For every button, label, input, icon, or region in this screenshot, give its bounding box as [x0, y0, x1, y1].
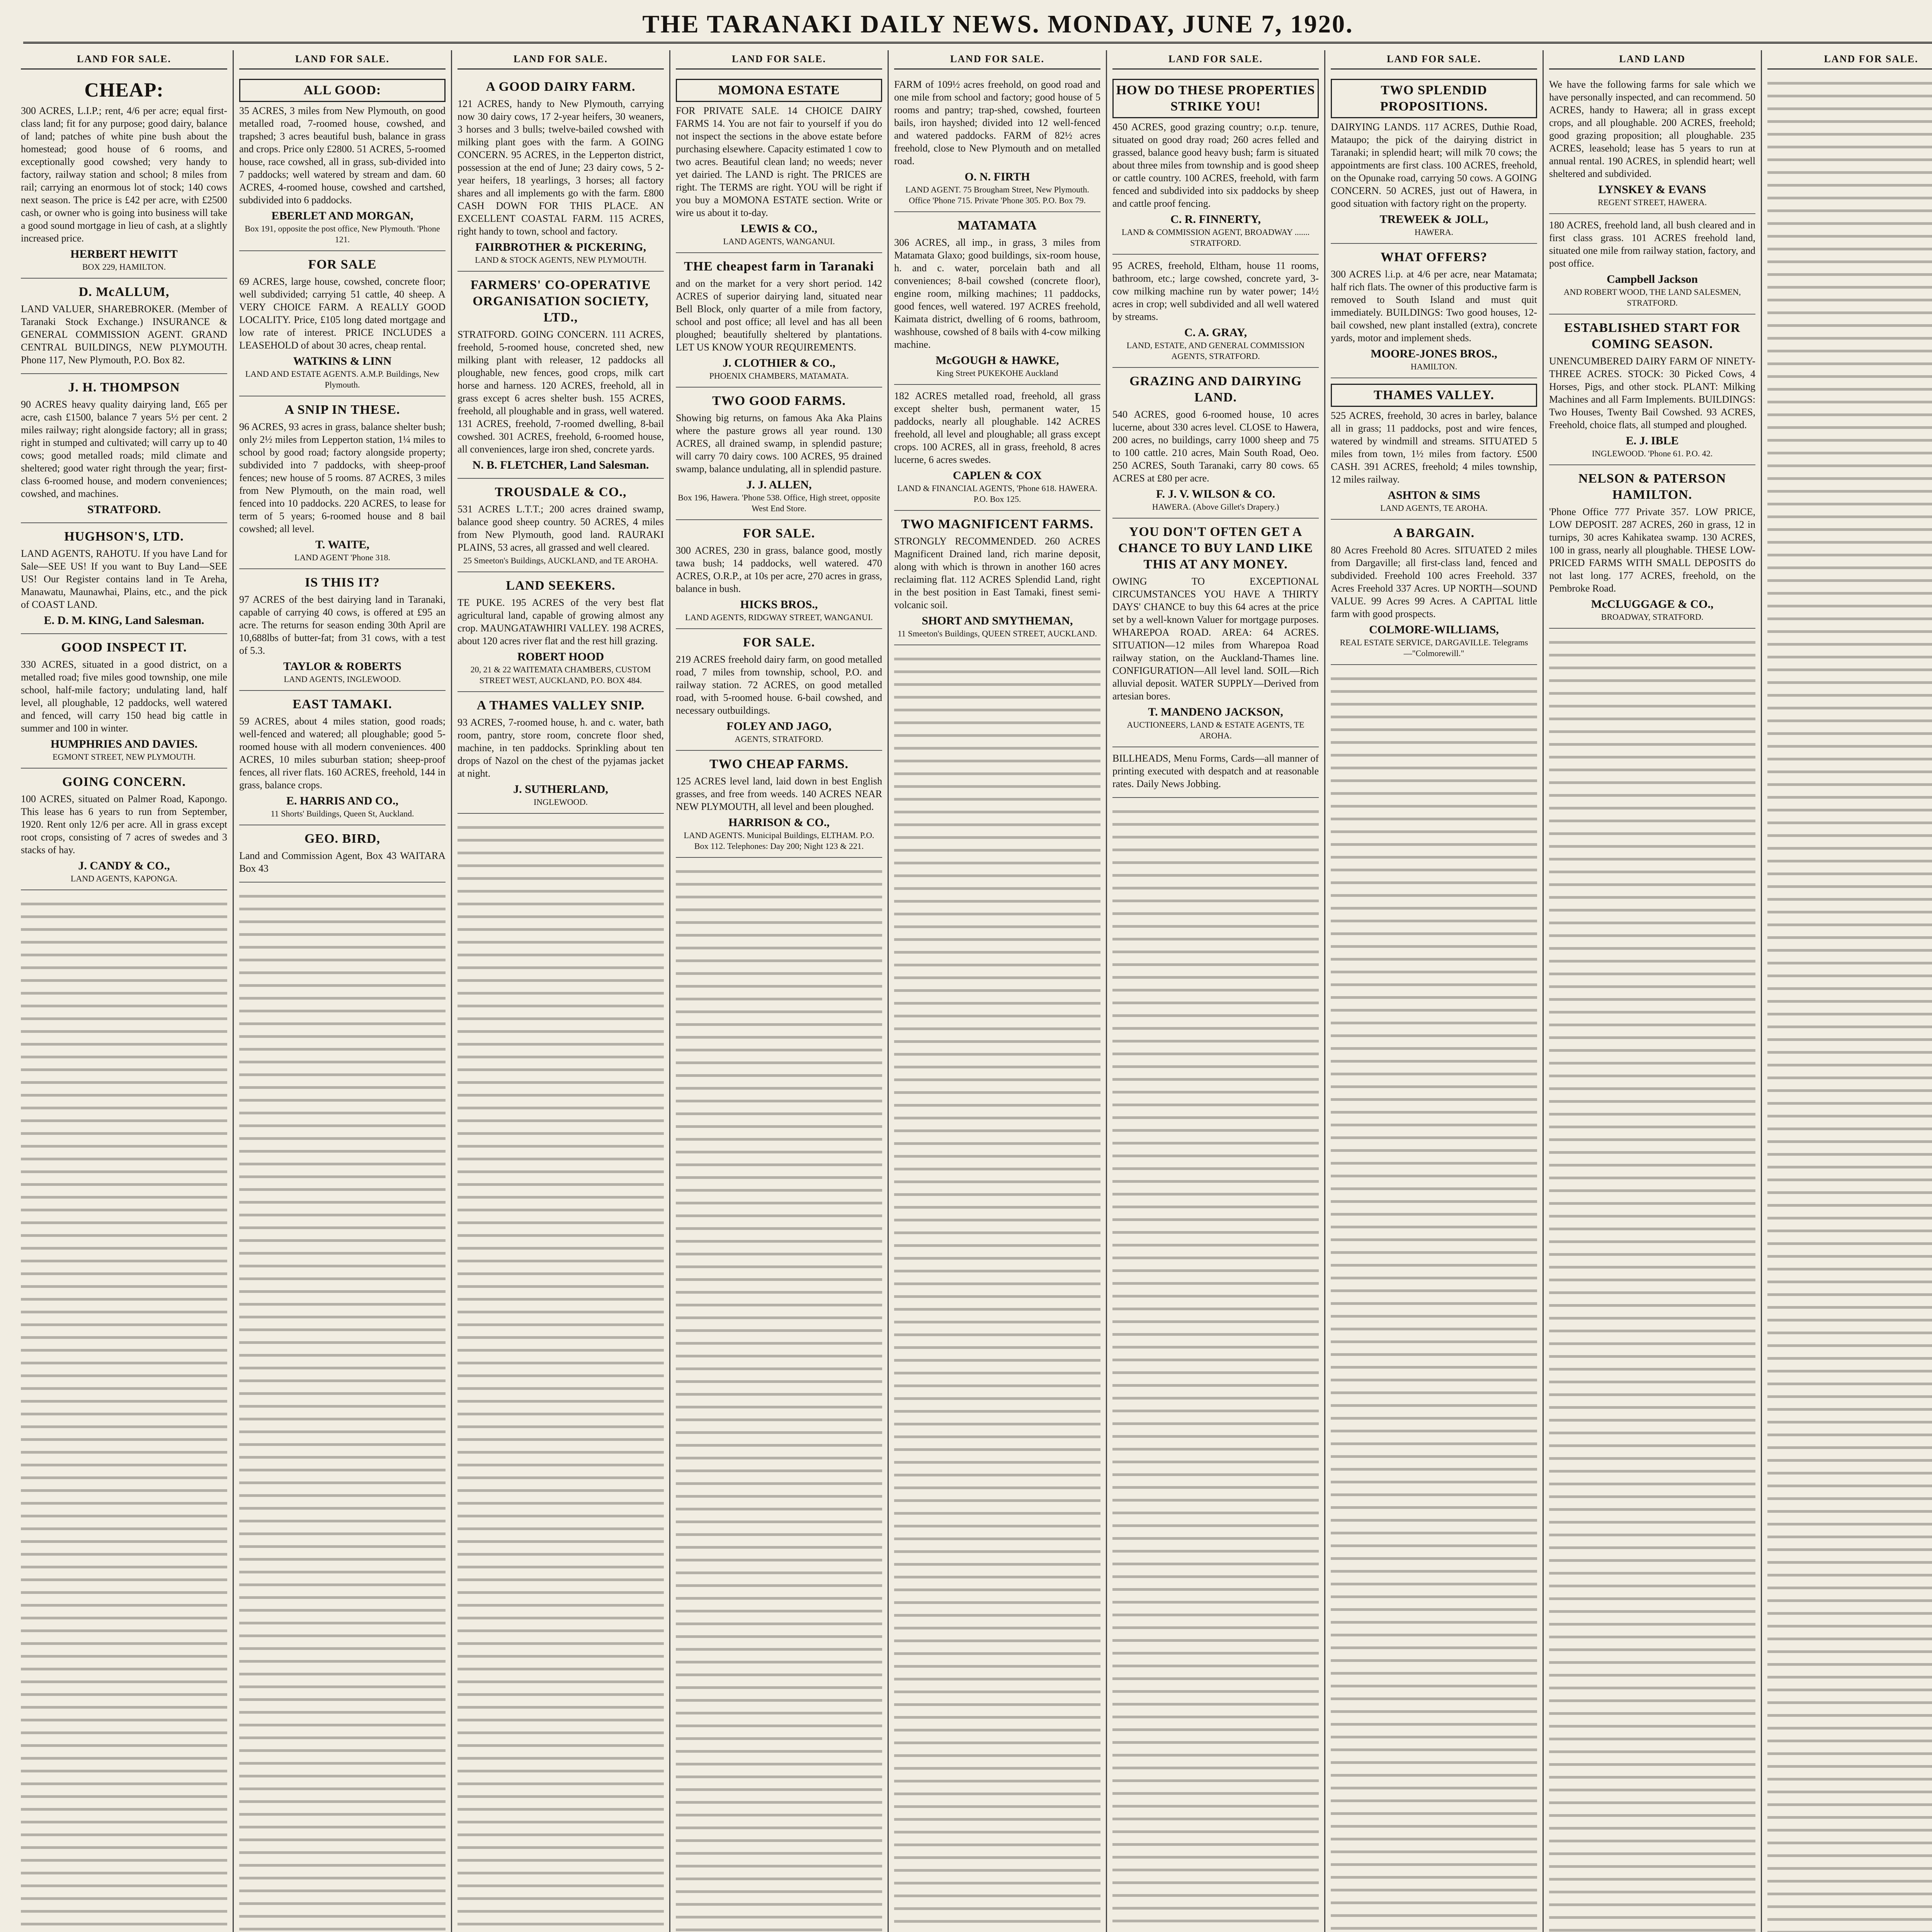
ad-body: 330 ACRES, situated in a good district, on a metalled road; five miles good township, one mile school, half-mile factory; undulating land, half level, all ploughable, 12 paddocks, well watered and fenced, will carry 150 head big cattle in summer and 100 in winter.	[21, 659, 227, 734]
ad-body: Land and Commission Agent, Box 43 WAITARA Box 43	[239, 850, 446, 874]
ad-heading: GOOD INSPECT IT.	[61, 640, 187, 655]
ad-body: 59 ACRES, about 4 miles station, good roads; well-fenced and watered; all ploughable; good 5-roomed house with all modern conveniences. 400 ACRES, 10 miles suburban station; sheep-proof fences, all river flats. 160 ACRES, freehold, 144 in grass, balance crops.	[239, 716, 446, 791]
column-header: LAND FOR SALE.	[1767, 50, 1932, 70]
ad-agent-address: 11 Shorts' Buildings, Queen St, Auckland.	[270, 809, 414, 818]
ad-agent-address: LAND, ESTATE, AND GENERAL COMMISSION AGENTS, STRATFORD.	[1126, 340, 1305, 361]
ad-agent-address: AUCTIONEERS, LAND & ESTATE AGENTS, TE AROHA.	[1127, 720, 1304, 740]
ad-body: STRATFORD. GOING CONCERN. 111 ACRES, freehold, 5-roomed house, concreted shed, new milking plant with releaser, 12 paddocks all ploughable, new fences, good crops, milk cart horse and harness. 120 ACRES, freehold, all in grass except 6 acres shelter bush. 155 ACRES, freehold, all ploughable and in grass, well watered. 131 ACRES, freehold, 7-roomed dwelling, 8-bail cowshed. 301 ACRES, freehold, 6-roomed house, all conveniences, large iron shed, concrete yards.	[457, 329, 664, 455]
column-4	[670, 50, 889, 1932]
column-6	[1107, 50, 1325, 1932]
ad-agent-name: E. HARRIS AND CO.,	[286, 794, 399, 807]
ad-heading: HOW DO THESE PROPERTIES STRIKE YOU!	[1112, 79, 1319, 118]
ad-heading: THE cheapest farm in Taranaki	[684, 259, 874, 274]
classified-ad	[457, 272, 664, 479]
ad-agent-name: J. CLOTHIER & CO.,	[723, 357, 835, 369]
ad-agent-name: FAIRBROTHER & PICKERING,	[475, 241, 646, 253]
ad-agent-name: E. D. M. KING, Land Salesman.	[44, 614, 204, 627]
dense-print-texture	[457, 818, 664, 1932]
ad-agent-name: FOLEY AND JAGO,	[726, 720, 832, 733]
ad-agent-name: SHORT AND SMYTHEMAN,	[922, 614, 1073, 627]
dense-print-texture	[1549, 633, 1755, 1932]
column-5	[889, 50, 1107, 1932]
ad-body: BILLHEADS, Menu Forms, Cards—all manner of printing executed with despatch and at reasonable rates. Daily News Jobbing.	[1112, 753, 1319, 789]
classified-ad	[21, 634, 227, 769]
ad-agent-name: LEWIS & CO.,	[740, 222, 818, 235]
dense-print-texture	[676, 862, 882, 1932]
ad-agent-name: Campbell Jackson	[1607, 273, 1698, 286]
ad-heading: A THAMES VALLEY SNIP.	[476, 698, 645, 713]
column-3	[452, 50, 670, 1932]
ad-agent-address: LAND AGENT 'Phone 318.	[294, 553, 390, 562]
ad-agent-address: LAND & COMMISSION AGENT, BROADWAY ....... STRATFORD.	[1121, 227, 1310, 248]
column-header: LAND FOR SALE.	[239, 50, 446, 70]
ad-agent-name: ROBERT HOOD	[517, 650, 604, 663]
classified-ad	[894, 73, 1100, 212]
classified-ad	[239, 251, 446, 396]
ad-heading: D. McALLUM,	[78, 285, 170, 299]
ad-agent-address: LAND AGENTS, TE AROHA.	[1380, 503, 1488, 513]
classified-ad	[1112, 368, 1319, 519]
ad-heading: A BARGAIN.	[1393, 526, 1475, 540]
ad-agent-name: J. CANDY & CO.,	[78, 859, 170, 872]
classified-ad	[457, 73, 664, 272]
ad-agent-address: BROADWAY, STRATFORD.	[1601, 612, 1704, 622]
ad-heading: ALL GOOD:	[239, 79, 446, 102]
ad-heading: CHEAP:	[84, 79, 164, 101]
ad-agent-address: 25 Smeeton's Buildings, AUCKLAND, and TE AROHA.	[463, 556, 658, 565]
ad-agent-name: COLMORE-WILLIAMS,	[1369, 623, 1499, 636]
ad-agent-name: STRATFORD.	[87, 503, 161, 516]
column-header: LAND FOR SALE.	[676, 50, 882, 70]
ad-heading: FOR SALE.	[743, 526, 815, 541]
ad-heading: J. H. THOMPSON	[68, 380, 180, 395]
ad-agent-name: HICKS BROS.,	[740, 598, 818, 611]
ad-body: and on the market for a very short period. 142 ACRES of superior dairying land, situated near Bell Block, only quarter of a mile from factory, school and post office; all level and has all been ploughed; beautifully sheltered by plantations. LET US KNOW YOUR REQUIREMENTS.	[676, 278, 882, 353]
classified-ad	[1112, 519, 1319, 747]
ad-body: 125 ACRES level land, laid down in best English grasses, and free from weeds. 140 ACRES NEAR NEW PLYMOUTH, all level and been ploughed.	[676, 776, 882, 812]
classified-ad	[1549, 73, 1755, 214]
column-9	[1762, 50, 1932, 1932]
ad-body: UNENCUMBERED DAIRY FARM OF NINETY-THREE ACRES. STOCK: 30 Picked Cows, 4 Horses, Pigs, and other stock. PLANT: Milking Machines and all Farm Implements. BUILDINGS: Two Houses, Twenty Bail Cowshed. 93 ACRES, Freehold, choice flats, all stumped and ploughed.	[1549, 355, 1755, 430]
ad-agent-address: HAWERA. (Above Gillet's Drapery.)	[1152, 502, 1279, 512]
ad-agent-address: LAND AGENTS, INGLEWOOD.	[284, 674, 401, 684]
column-header: LAND FOR SALE.	[1331, 50, 1537, 70]
ad-agent-name: N. B. FLETCHER, Land Salesman.	[472, 459, 649, 471]
ad-agent-address: LAND AGENTS, RIDGWAY STREET, WANGANUI.	[685, 612, 873, 622]
ad-body: LAND VALUER, SHAREBROKER. (Member of Taranaki Stock Exchange.) INSURANCE & GENERAL COMMISSION AGENT. GRAND CENTRAL BUILDINGS, NEW PLYMOUTH. Phone 117, New Plymouth, P.O. Box 82.	[21, 303, 227, 366]
classified-ad	[239, 825, 446, 883]
dense-print-texture	[239, 886, 446, 1932]
ad-body: 300 ACRES, L.I.P.; rent, 4/6 per acre; equal first-class land; fit for any purpose; good dairy, balance of land; patches of white pine bush about the homestead; good house of 6 rooms, and exceptionally good cowshed; very handy to factory, railway station and school; 8 miles from rail; carrying an enormous lot of stock; 140 cows next season. The price is £42 per acre, with £2500 cash, or owner who is going into business will take a good sound mortgage in lieu of cash, at a slightly increased price.	[21, 105, 227, 244]
ad-body: DAIRYING LANDS. 117 ACRES, Duthie Road, Mataupo; the pick of the dairying district in Taranaki; in splendid heart; will milk 70 cows; the appointments are first class. 100 ACRES, freehold, on the Opunake road, carrying 50 cows. A GOING CONCERN. 50 ACRES, just out of Hawera, in good situation with factory right on the property.	[1331, 121, 1537, 209]
ad-heading: GEO. BIRD,	[304, 832, 381, 846]
classified-ad	[239, 691, 446, 825]
ad-heading: TWO SPLENDID PROPOSITIONS.	[1331, 79, 1537, 118]
column-8	[1544, 50, 1762, 1932]
dense-print-texture	[1767, 73, 1932, 1932]
classified-ad	[21, 769, 227, 890]
ad-heading: WHAT OFFERS?	[1380, 250, 1488, 264]
ad-agent-address: Box 196, Hawera. 'Phone 538. Office, High street, opposite West End Store.	[678, 493, 880, 513]
ad-agent-name: HERBERT HEWITT	[70, 248, 178, 260]
ad-body: FARM of 109½ acres freehold, on good road and one mile from school and factory; good house of 5 rooms and pantry; trap-shed, cowshed, fourteen bails, iron hayshed; divided into 12 well-fenced and watered paddocks. FARM of 82½ acres freehold, close to New Plymouth and on metalled road.	[894, 79, 1100, 167]
ad-agent-address: REGENT STREET, HAWERA.	[1597, 197, 1707, 207]
newspaper-columns	[15, 50, 1932, 1932]
ad-agent-name: TAYLOR & ROBERTS	[283, 660, 401, 673]
ad-heading: YOU DON'T OFTEN GET A CHANCE TO BUY LAND LIKE THIS AT ANY MONEY.	[1118, 525, 1313, 571]
dense-print-texture	[21, 894, 227, 1932]
ad-agent-address: PHOENIX CHAMBERS, MATAMATA.	[709, 371, 849, 381]
ad-agent-name: HARRISON & CO.,	[728, 816, 830, 829]
ad-agent-name: T. MANDENO JACKSON,	[1148, 706, 1283, 718]
classified-ad	[239, 569, 446, 691]
ad-heading: HUGHSON'S, LTD.	[64, 529, 184, 544]
ad-agent-address: INGLEWOOD.	[534, 797, 588, 807]
classified-ad	[676, 629, 882, 751]
classified-ad	[676, 253, 882, 388]
ad-heading: TWO MAGNIFICENT FARMS.	[901, 517, 1094, 531]
ad-agent-name: EBERLET AND MORGAN,	[271, 209, 413, 222]
ad-body: 80 Acres Freehold 80 Acres. SITUATED 2 miles from Dargaville; all first-class land, fenced and subdivided. Freehold 100 acres Freehold. 337 Acres Freehold 337 Acres. UP NORTH—SOUND VALUE. 99 Acres 99 Acres. A CAPITAL little farm with good prospects.	[1331, 544, 1537, 619]
column-header: LAND FOR SALE.	[894, 50, 1100, 70]
ad-agent-name: J. J. ALLEN,	[746, 478, 812, 491]
classified-ad	[457, 572, 664, 692]
ad-agent-address: EGMONT STREET, NEW PLYMOUTH.	[53, 752, 196, 762]
ad-heading: FOR SALE.	[743, 635, 815, 650]
ad-heading: TWO GOOD FARMS.	[712, 394, 846, 408]
column-header: LAND FOR SALE.	[457, 50, 664, 70]
classified-ad	[1331, 244, 1537, 378]
ad-body: 95 ACRES, freehold, Eltham, house 11 rooms, bathroom, etc.; large cowshed, concrete yard, 3-cow milking machine run by water power; 14½ acres in crop; well subdivided and all well watered by streams.	[1112, 260, 1319, 322]
classified-ad	[21, 73, 227, 279]
column-1	[15, 50, 234, 1932]
ad-body: 531 ACRES L.T.T.; 200 acres drained swamp, balance good sheep country. 50 ACRES, 4 miles from New Plymouth, good land. RAURAKI PLAINS, 53 acres, all grassed and well cleared.	[457, 503, 664, 553]
ad-agent-name: McCLUGGAGE & CO.,	[1591, 598, 1714, 611]
ad-agent-address: BOX 229, HAMILTON.	[82, 262, 166, 272]
dense-print-texture	[894, 649, 1100, 1932]
ad-heading: ESTABLISHED START FOR COMING SEASON.	[1564, 321, 1741, 351]
ad-agent-address: AND ROBERT WOOD, THE LAND SALESMEN, STRATFORD.	[1563, 287, 1741, 308]
ad-body: 182 ACRES metalled road, freehold, all grass except shelter bush, permanent water, 15 paddocks, nearly all ploughable. 142 ACRES freehold, all level and ploughable; all grass except crops. 100 ACRES, all in grass, freehold, 8 acres lucerne, 6 acres swedes.	[894, 390, 1100, 465]
ad-agent-address: INGLEWOOD. 'Phone 61. P.O. 42.	[1592, 449, 1713, 458]
ad-body: 525 ACRES, freehold, 30 acres in barley, balance all in grass; 11 paddocks, post and wire fences, watered by windmill and streams. SITUATED 5 miles from town, 1½ miles from factory. £500 CASH. 391 ACRES, freehold; 4 miles township, 12 miles railway.	[1331, 410, 1537, 485]
column-header: LAND FOR SALE.	[21, 50, 227, 70]
ad-body: 450 ACRES, good grazing country; o.r.p. tenure, situated on good dray road; 260 acres felled and grassed, balance good heavy bush; farm is situated about three miles from township and is good sheep or cattle country. 100 ACRES, freehold, with farm fenced and subdivided into six paddocks by sheep and cattle proof fencing.	[1112, 121, 1319, 209]
ad-agent-address: LAND & FINANCIAL AGENTS, 'Phone 618. HAWERA. P.O. Box 125.	[897, 483, 1097, 504]
ad-body: 300 ACRES l.i.p. at 4/6 per acre, near Matamata; half rich flats. The owner of this productive farm is removed to South Island and must quit immediately. BUILDINGS: Two good houses, 12-bail cowshed, new plant installed (extra), concrete yards, motor and implement sheds.	[1331, 269, 1537, 344]
ad-body: 219 ACRES freehold dairy farm, on good metalled road, 7 miles from township, school, P.O. and railway station. 72 ACRES, on good metalled road, with 5-roomed house. 6-bail cowshed, and necessary outbuildings.	[676, 654, 882, 716]
ad-body: FOR PRIVATE SALE. 14 CHOICE DAIRY FARMS 14. You are not fair to yourself if you do not inspect the sections in the above estate before purchasing elsewhere. Capacity estimated 1 cow to two acres. Beautiful clean land; no weeds; never yet dairied. The LAND is right. The PRICES are right. The TERMS are right. YOU will be right if you buy a MOMONA ESTATE section. Write or wire us about it to-day.	[676, 105, 882, 218]
ad-heading: TWO CHEAP FARMS.	[709, 757, 849, 771]
classified-ad	[894, 385, 1100, 511]
ad-body: TE PUKE. 195 ACRES of the very best flat agricultural land, capable of growing almost any crop. MAUNGATAWHIRI VALLEY. 198 ACRES, about 120 acres river flat and the rest hill grazing.	[457, 597, 664, 646]
ad-agent-name: C. A. GRAY,	[1184, 326, 1247, 339]
ad-heading: GRAZING AND DAIRYING LAND.	[1129, 374, 1302, 405]
ad-agent-address: 20, 21 & 22 WAITEMATA CHAMBERS, CUSTOM STREET WEST, AUCKLAND, P.O. BOX 484.	[470, 665, 651, 685]
classified-ad	[676, 73, 882, 253]
ad-agent-address: AGENTS, STRATFORD.	[735, 734, 823, 744]
classified-ad	[894, 212, 1100, 385]
ad-body: 300 ACRES, 230 in grass, balance good, mostly tawa bush; 14 paddocks, well watered. 470 ACRES, O.R.P., at 10s per acre, 270 acres in grass, balance in bush.	[676, 545, 882, 594]
ad-body: 540 ACRES, good 6-roomed house, 10 acres lucerne, about 330 acres level. CLOSE to Hawera, 200 acres, no buildings, carry 1000 sheep and 75 to 100 cattle. 210 acres, Main South Road, Oeo. 250 ACRES, South Taranaki, carry 80 cows. 65 ACRES at £80 per acre.	[1112, 409, 1319, 484]
ad-agent-address: LAND AND ESTATE AGENTS. A.M.P. Buildings, New Plymouth.	[245, 369, 440, 389]
ad-heading: A SNIP IN THESE.	[284, 403, 400, 417]
classified-ad	[1112, 255, 1319, 368]
ad-body: 'Phone Office 777 Private 357. LOW PRICE, LOW DEPOSIT. 287 ACRES, 260 in grass, 12 in turnips, 30 acres Kahikatea swamp. 130 ACRES, 100 in grass, nearly all ploughable. THESE LOW-PRICED FARMS WITH SMALL DEPOSITS do not last long. 177 ACRES, freehold, on the Pembroke Road.	[1549, 506, 1755, 594]
ad-agent-address: HAMILTON.	[1410, 362, 1458, 371]
classified-ad	[1549, 214, 1755, 315]
ad-agent-name: McGOUGH & HAWKE,	[935, 354, 1059, 367]
ad-heading: FARMERS' CO-OPERATIVE ORGANISATION SOCIETY, LTD.,	[470, 278, 651, 325]
classified-ad	[1549, 315, 1755, 465]
ad-agent-address: REAL ESTATE SERVICE, DARGAVILLE. Telegrams—"Colmorewill."	[1340, 638, 1528, 658]
ad-heading: FOR SALE	[308, 257, 377, 272]
ad-heading: IS THIS IT?	[305, 575, 380, 590]
ad-heading: MATAMATA	[957, 218, 1037, 233]
classified-ad	[1331, 378, 1537, 520]
classified-ad	[457, 692, 664, 814]
ad-heading: EAST TAMAKI.	[293, 697, 392, 711]
ad-agent-name: TREWEEK & JOLL,	[1379, 213, 1488, 226]
ad-agent-address: LAND AGENTS, WANGANUI.	[723, 236, 835, 246]
masthead	[23, 7, 1932, 44]
ad-agent-name: E. J. IBLE	[1626, 434, 1679, 447]
classified-ad	[1112, 73, 1319, 255]
ad-agent-address: 11 Smeeton's Buildings, QUEEN STREET, AUCKLAND.	[897, 629, 1097, 638]
ad-body: 96 ACRES, 93 acres in grass, balance shelter bush; only 2½ miles from Lepperton station, 1¼ miles to school by good road; factory alongside property; subdivided into 7 paddocks, with sheep-proof fences; new house of 5 rooms. 87 ACRES, 3 miles from New Plymouth, on the main road, well fenced into 10 paddocks. 220 ACRES, to lease for term of 5 years; 6-roomed house and 8 bail cowshed; all level.	[239, 421, 446, 534]
ad-body: Showing big returns, on famous Aka Aka Plains where the pasture grows all year round. 130 ACRES, all drained swamp, in splendid pasture; will carry 70 dairy cows. 100 ACRES, 95 drained swamp, balance undulating, all in splendid pasture.	[676, 412, 882, 474]
ad-agent-address: HAWERA.	[1414, 227, 1454, 237]
newspaper-title: THE TARANAKI DAILY NEWS. MONDAY, JUNE 7, 1920.	[642, 10, 1354, 38]
column-header: LAND LAND	[1549, 50, 1755, 70]
ad-body: 121 ACRES, handy to New Plymouth, carrying now 30 dairy cows, 17 2-year heifers, 30 weaners, 3 horses and 3 bulls; twelve-bailed cowshed with milking plant goes with the farm. A GOING CONCERN. 95 ACRES, in the Lepperton district, possession at the end of June; 23 dairy cows, 5 2-year heifers, 18 yearlings, 3 horses; all factory shares and all implements go with the farm. £800 CASH DOWN FOR THIS PLACE. AN EXCELLENT COASTAL FARM. 115 ACRES, right handy to town, school and factory.	[457, 98, 664, 237]
ad-agent-name: CAPLEN & COX	[953, 469, 1042, 482]
ad-body: STRONGLY RECOMMENDED. 260 ACRES Magnificent Drained land, rich marine deposit, along with which is thrown in another 160 acres reclaiming flat. 112 ACRES Splendid Land, right in the best position in East Tamaki, finest semi-volcanic soil.	[894, 536, 1100, 611]
ad-body: 97 ACRES of the best dairying land in Taranaki, capable of carrying 40 cows, is offered at £95 an acre. The returns for season ending 30th April are 10,688lbs of butter-fat; from 31 cows, with a test of 5.3.	[239, 594, 446, 656]
ad-heading: TROUSDALE & CO.,	[495, 485, 627, 499]
ad-body: 180 ACRES, freehold land, all bush cleared and in first class grass. 101 ACRES freehold land, situated one mile from railway station, factory, and post office.	[1549, 219, 1755, 269]
ad-agent-address: LAND AGENTS, KAPONGA.	[70, 874, 178, 883]
classified-ad	[239, 396, 446, 569]
ad-body: 93 ACRES, 7-roomed house, h. and c. water, bath room, pantry, store room, concrete floor shed, machine, in ten paddocks. Sprinkling about ten drops of Nazol on the chest of the pyjamas jacket at night.	[457, 717, 664, 779]
ad-body: 306 ACRES, all imp., in grass, 3 miles from Matamata Glaxo; good buildings, six-room house, h. and c. water, porcelain bath and all conveniences; 8-bail cowshed (concrete floor), engine room, milking machines; 11 paddocks, good fences, well watered. 197 ACRES freehold, Kaimata district, dwelling of 6 rooms, bathroom, washhouse, cowshed of 8 bails with 4-cow milking machine.	[894, 237, 1100, 350]
ad-body: 100 ACRES, situated on Palmer Road, Kapongo. This lease has 6 years to run from September, 1920. Rent only 12/6 per acre. All in grass except root crops, consisting of 7 acres of swedes and 3 stacks of hay.	[21, 793, 227, 855]
classified-ad	[676, 388, 882, 520]
ad-agent-name: MOORE-JONES BROS.,	[1371, 347, 1497, 360]
ad-heading: LAND SEEKERS.	[506, 578, 616, 593]
ad-agent-address: LAND & STOCK AGENTS, NEW PLYMOUTH.	[475, 255, 646, 265]
classified-ad	[1331, 520, 1537, 665]
dense-print-texture	[1331, 669, 1537, 1932]
column-7	[1325, 50, 1544, 1932]
ad-body: 90 ACRES heavy quality dairying land, £65 per acre, cash £1500, balance 7 years 5½ per cent. 2 miles railway; right alongside factory; all in grass; right in stumped and cultivated; will carry up to 40 cows; good metalled roads; mild climate and sheltered; good water right through the year; first-class 6-roomed house, and modern conveniences; cowshed, and machines.	[21, 399, 227, 499]
dense-print-texture	[1112, 802, 1319, 1932]
column-header: LAND FOR SALE.	[1112, 50, 1319, 70]
ad-agent-name: O. N. FIRTH	[964, 170, 1030, 183]
ad-agent-address: LAND AGENT. 75 Brougham Street, New Plymouth. Office 'Phone 715. Private 'Phone 305. P.O. Box 79.	[905, 185, 1089, 205]
ad-agent-name: WATKINS & LINN	[293, 355, 392, 367]
ad-agent-name: J. SUTHERLAND,	[513, 783, 608, 796]
classified-ad	[1112, 747, 1319, 798]
ad-agent-address: Box 191, opposite the post office, New Plymouth. 'Phone 121.	[245, 224, 440, 244]
classified-ad	[676, 751, 882, 858]
ad-body: LAND AGENTS, RAHOTU. If you have Land for Sale—SEE US! If you want to Buy Land—SEE US! Our Register contains land in Te Areha, Manawatu, Maunawhai, Plains, etc., and the pick of COAST LAND.	[21, 548, 227, 610]
classified-ad	[1549, 465, 1755, 629]
ad-heading: GOING CONCERN.	[62, 775, 186, 789]
ad-agent-name: C. R. FINNERTY,	[1170, 213, 1261, 226]
classified-ad	[21, 279, 227, 374]
classified-ad	[21, 523, 227, 634]
ad-heading: A GOOD DAIRY FARM.	[486, 80, 636, 94]
ad-agent-name: HUMPHRIES AND DAVIES.	[50, 738, 198, 750]
classified-ad	[457, 479, 664, 572]
ad-heading: THAMES VALLEY.	[1331, 384, 1537, 407]
classified-ad	[21, 374, 227, 523]
ad-agent-name: T. WAITE,	[315, 538, 369, 551]
classified-ad	[894, 511, 1100, 645]
ad-agent-address: King Street PUKEKOHE Auckland	[936, 368, 1058, 378]
ad-agent-name: LYNSKEY & EVANS	[1598, 183, 1706, 196]
ad-agent-address: LAND AGENTS. Municipal Buildings, ELTHAM. P.O. Box 112. Telephones: Day 200; Night 123 & 221.	[684, 830, 874, 851]
classified-ad	[676, 520, 882, 629]
ad-body: 35 ACRES, 3 miles from New Plymouth, on good metalled road, 7-roomed house, cowshed, and trapshed; 3 acres beautiful bush, balance in grass and crops. Price only £2800. 51 ACRES, 5-roomed house, race cowshed, all in grass, sub-divided into 7 paddocks; well watered by stream and dam. 60 ACRES, 4-roomed house, cowshed and cartshed, subdivided into 6 paddocks.	[239, 105, 446, 206]
ad-body: We have the following farms for sale which we have personally inspected, and can recommend. 50 ACRES, handy to Hawera; all in grass except crops, and all ploughable. 200 ACRES, freehold; good grazing proposition; all ploughable. 235 ACRES, leasehold; lease has 5 years to run at annual rental. 190 ACRES, in splendid heart; well sheltered and subdivided.	[1549, 79, 1755, 179]
ad-heading: MOMONA ESTATE	[676, 79, 882, 102]
ad-body: 69 ACRES, large house, cowshed, concrete floor; well subdivided; carrying 51 cattle, 40 sheep. A VERY CHOICE FARM. A REALLY GOOD LOCALITY. Price, £105 long dated mortgage and low rate of interest. PRICE INCLUDES a LEASEHOLD of about 30 acres, cheap rental.	[239, 276, 446, 351]
ad-agent-name: ASHTON & SIMS	[1388, 489, 1480, 502]
column-2	[234, 50, 452, 1932]
ad-agent-name: F. J. V. WILSON & CO.	[1156, 488, 1276, 500]
ad-heading: NELSON & PATERSON HAMILTON.	[1578, 471, 1726, 502]
classified-ad	[239, 73, 446, 251]
ad-body: OWING TO EXCEPTIONAL CIRCUMSTANCES YOU HAVE A THIRTY DAYS' CHANCE to buy this 64 acres at the price set by a well-known Valuer for mortgage purposes. WHAREPOA ROAD. AREA: 64 ACRES. SITUATION—12 miles from Wharepoa Road railway station, on the Auckland-Thames line. CONFIGURATION—All level land. SOIL—Rich alluvial deposit. WATER SUPPLY—Derived from artesian bores.	[1112, 576, 1319, 702]
classified-ad	[1331, 73, 1537, 244]
